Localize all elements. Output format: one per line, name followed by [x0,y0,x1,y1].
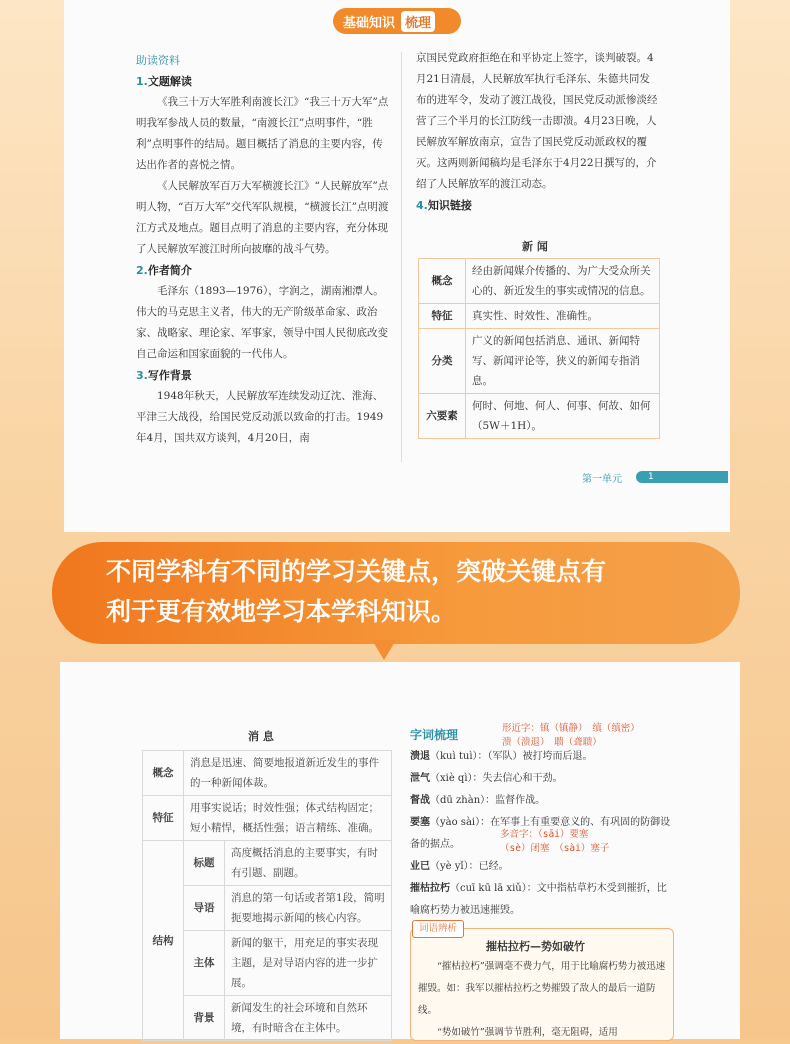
paragraph: 1948年秋天，人民解放军连续发动辽沈、淮海、平津三大战役，给国民党反动派以致命的打击。1949年4月，国共双方谈判，4月20日，南 [136,390,384,444]
vocab-item: 溃退（kuì tuì）：（军队）被打垮而后退。 [410,751,593,762]
banner-tag: 梳理 [401,11,435,32]
heading-knowledge-link: 4.知识链接 [416,199,472,212]
table-row: 结构 标题 高度概括消息的主要事实，有时有引题、副题。 [143,841,392,886]
word-analysis-title: 摧枯拉朽—势如破竹 [486,940,585,953]
table-row: 概念 经由新闻媒介传播的、为广大受众所关心的、新近发生的事实或情况的信息。 [419,259,660,304]
handwritten-note: 多音字：（sāi）要塞 [500,829,589,840]
table-row: 分类 广义的新闻包括消息、通讯、新闻特写、新闻评论等，狭义的新闻专指消息。 [419,329,660,394]
news-table [418,258,660,439]
handwritten-note: （sè）闭塞 （sài）塞子 [500,843,610,854]
paragraph: 京国民党政府拒绝在和平协定上签字，谈判破裂。4月21日清晨，人民解放军执行毛泽东、朱德共同发布的进军令，发动了渡江战役，国民党反动派惨淡经营了三个半月的长江防线一击即溃。4月23日晚，人民解放军解放南京，宣告了国民党反动派政权的覆灭。这两则新闻稿均是毛泽东于4月22日撰写的，介绍了人民解放军的渡江动态。 [416,52,658,190]
paragraph: 《人民解放军百万大军横渡长江》“人民解放军”点明人物，“百万大军”交代军队规模，“横渡长江”点明渡江方式及地点。题目点明了消息的主要内容，充分体现了人民解放军渡江时所向披靡的战斗气势。 [136,180,389,255]
message-table-title: 消 息 [248,730,274,743]
table-row: 特征 真实性、时效性、准确性。 [419,304,660,329]
callout-tail [372,640,396,660]
vocab-item: 摧枯拉朽（cuī kū lā xiǔ）：文中指枯草朽木受到摧折，比喻腐朽势力被迅速摧毁。 [410,883,667,916]
vocab-item: 督战（dū zhàn）：监督作战。 [410,795,546,806]
vocab-item: 要塞（yào sài）：在军事上有重要意义的、有巩固的防御设备的据点。 [410,817,671,850]
right-column [416,48,660,216]
section-banner [333,8,461,34]
word-analysis-text [418,956,670,1044]
section-title: 助读资料 [136,54,180,67]
vocab-item: 泄气（xiè qì）：失去信心和干劲。 [410,773,563,784]
table-row: 六要素 何时、何地、何人、何事、何故、如何（5W＋1H）。 [419,394,660,439]
news-table-title: 新 闻 [522,240,548,253]
heading-author: 2.作者简介 [136,264,192,277]
paragraph: 《我三十万大军胜利南渡长江》“我三十万大军”点明我军参战人员的数量，“南渡长江”点明事件，“胜利”点明事件的结局。题目概括了消息的主要内容，传达出作者的喜悦之情。 [136,96,389,171]
table-row: 特征 用事实说话；时效性强；体式结构固定；短小精悍，概括性强；语言精练、准确。 [143,796,392,841]
paragraph: “摧枯拉朽”强调毫不费力气，用于比喻腐朽势力被迅速摧毁。如：我军以摧枯拉朽之势摧毁了敌人的最后一道防线。 [418,961,666,1016]
paragraph: 毛泽东（1893—1976），字润之，湖南湘潭人。伟大的马克思主义者，伟大的无产阶级革命家、政治家、战略家、理论家、军事家，领导中国人民彻底改变自己命运和国家面貌的一代伟人。 [136,285,388,360]
table-row: 概念 消息是迅速、简要地报道新近发生的事件的一种新闻体裁。 [143,751,392,796]
message-table [142,750,392,1041]
callout-text: 不同学科有不同的学习关键点，突破关键点有 利于更有效地学习本学科知识。 [106,557,607,626]
handwritten-note: 溃（溃退） 聩（聋聩） [502,737,602,748]
left-column [136,50,390,449]
unit-label: 第一单元 [582,474,622,485]
vocab-section [410,724,675,922]
heading-background: 3.写作背景 [136,369,192,382]
word-analysis-tag: 词语辨析 [412,920,464,938]
table-row: 背景 新闻发生的社会环境和自然环境，有时暗含在主体中。 [143,996,392,1041]
column-divider [401,52,402,462]
vocab-title: 字词梳理 [410,728,459,742]
paragraph: “势如破竹”强调节节胜利，毫无阻碍，适用 [437,1027,618,1038]
table-row: 主体 新闻的躯干，用充足的事实表现主题，是对导语内容的进一步扩展。 [143,931,392,996]
heading-title-interpretation: 1.文题解读 [136,75,192,88]
table-row: 导语 消息的第一句话或者第1段，简明扼要地揭示新闻的核心内容。 [143,886,392,931]
vocab-item: 业已（yè yǐ）：已经。 [410,861,509,872]
handwritten-note: 形近字：镇（镇静） 缜（缜密） [502,723,640,734]
page-number: 1 [636,471,728,483]
banner-label: 基础知识 [343,15,396,31]
